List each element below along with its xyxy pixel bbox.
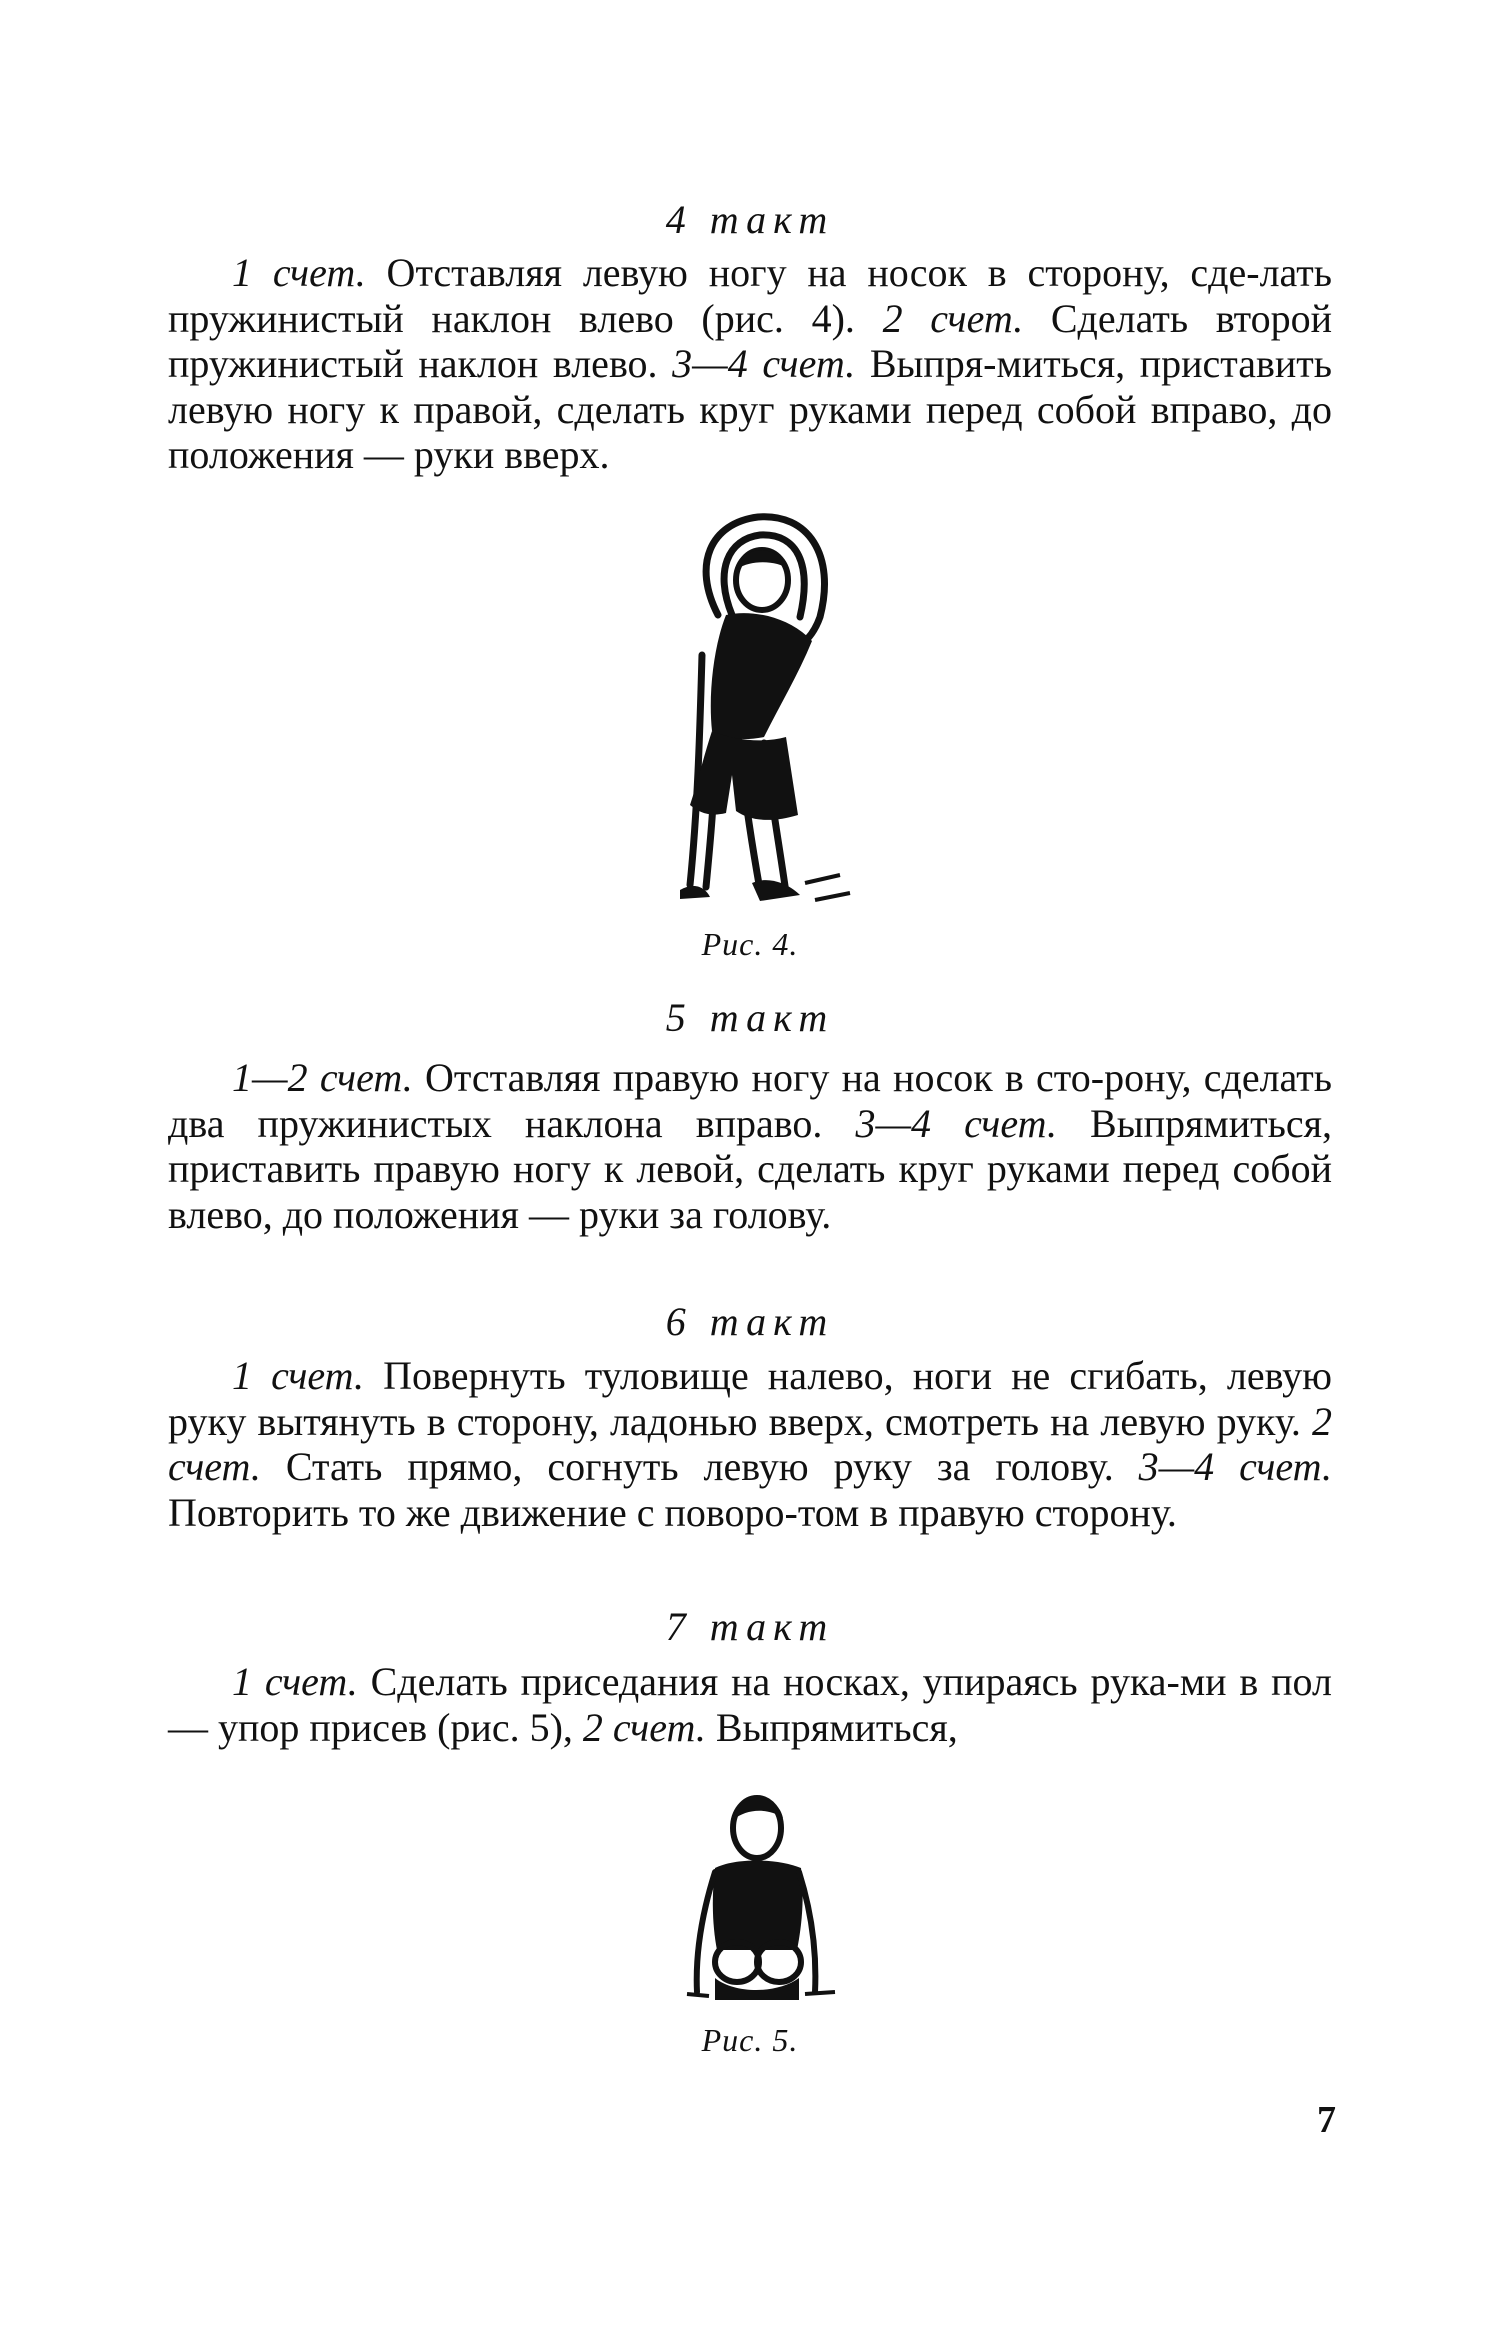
italic-count-label: 1 счет. (232, 250, 366, 295)
italic-count-label: 3—4 счет. (1138, 1444, 1333, 1489)
italic-count-label: 2 счет. (882, 295, 1024, 341)
text-run: Выпрямиться, приставить правую ногу к левой, (168, 1100, 1333, 1191)
paragraph (168, 1353, 1332, 1535)
text-run: ми в пол — упор присев (рис. 5), (168, 1659, 1332, 1750)
figure-4-illustration (640, 505, 870, 910)
figure-5-caption: Рис. 5. (701, 2022, 799, 2058)
section-heading-5: 5 такт (665, 995, 835, 1040)
text-run: Стать прямо, согнуть левую руку (260, 1444, 912, 1489)
text-run: Выпрямиться, (705, 1704, 958, 1750)
paragraph (168, 250, 1332, 478)
section-text-6 (168, 1353, 1332, 1535)
text-run: рону, сделать два пружинистых наклона вправо. (168, 1055, 1332, 1146)
text-run: том в правую сторону. (797, 1489, 1177, 1535)
page-number: 7 (1317, 2099, 1336, 2141)
italic-count-label: 1 счет. (232, 1659, 358, 1704)
text-run: миться, приставить левую ногу к правой, сделать круг (168, 341, 1333, 432)
text-run: Сделать (1023, 295, 1189, 341)
text-run: Сделать приседания на носках, упираясь рука- (357, 1659, 1180, 1704)
section-text-5 (168, 1055, 1332, 1237)
section-heading-6: 6 такт (665, 1299, 835, 1344)
section-text-4 (168, 250, 1332, 478)
text-run: руки за голову. (578, 1191, 832, 1237)
text-run: лать пружинистый наклон влево (рис. 4). (168, 250, 1332, 341)
text-run: Повернуть туловище налево, ноги не сгибать, (364, 1353, 1208, 1398)
text-run: Повторить то же движение с поворо- (168, 1489, 798, 1535)
text-run: левую руку вытянуть в сторону, ладонью вверх, смотреть (168, 1353, 1332, 1444)
italic-count-label: 2 счет. (168, 1398, 1332, 1489)
paragraph (168, 1055, 1332, 1237)
figure-4-caption: Рис. 4. (701, 926, 799, 962)
text-run: Отставляя правую ногу на носок в сто- (412, 1055, 1105, 1100)
italic-count-label: 1—2 счет. (232, 1055, 413, 1100)
text-run: второй пружинистый наклон влево. (168, 295, 1332, 386)
text-run: Выпря- (855, 341, 997, 386)
text-run: руками перед собой вправо, до положения — руки вверх. (168, 386, 1332, 477)
text-run: Отставляя левую ногу на носок в сторону, сде- (365, 250, 1260, 295)
figure-5-illustration (665, 1780, 845, 2015)
text-run: за голову. (936, 1444, 1139, 1489)
italic-count-label: 3—4 счет. (855, 1100, 1057, 1146)
section-heading-4: 4 такт (665, 197, 835, 242)
paragraph (168, 1659, 1332, 1750)
italic-count-label: 1 счет. (232, 1353, 365, 1398)
italic-count-label: 2 счет. (582, 1704, 706, 1750)
section-heading-7: 7 такт (665, 1604, 835, 1649)
section-text-7 (168, 1659, 1332, 1750)
italic-count-label: 3—4 счет. (672, 341, 856, 386)
text-run: на левую руку. (1050, 1398, 1312, 1444)
text-run: сделать круг руками перед собой влево, до положения — (168, 1146, 1332, 1237)
